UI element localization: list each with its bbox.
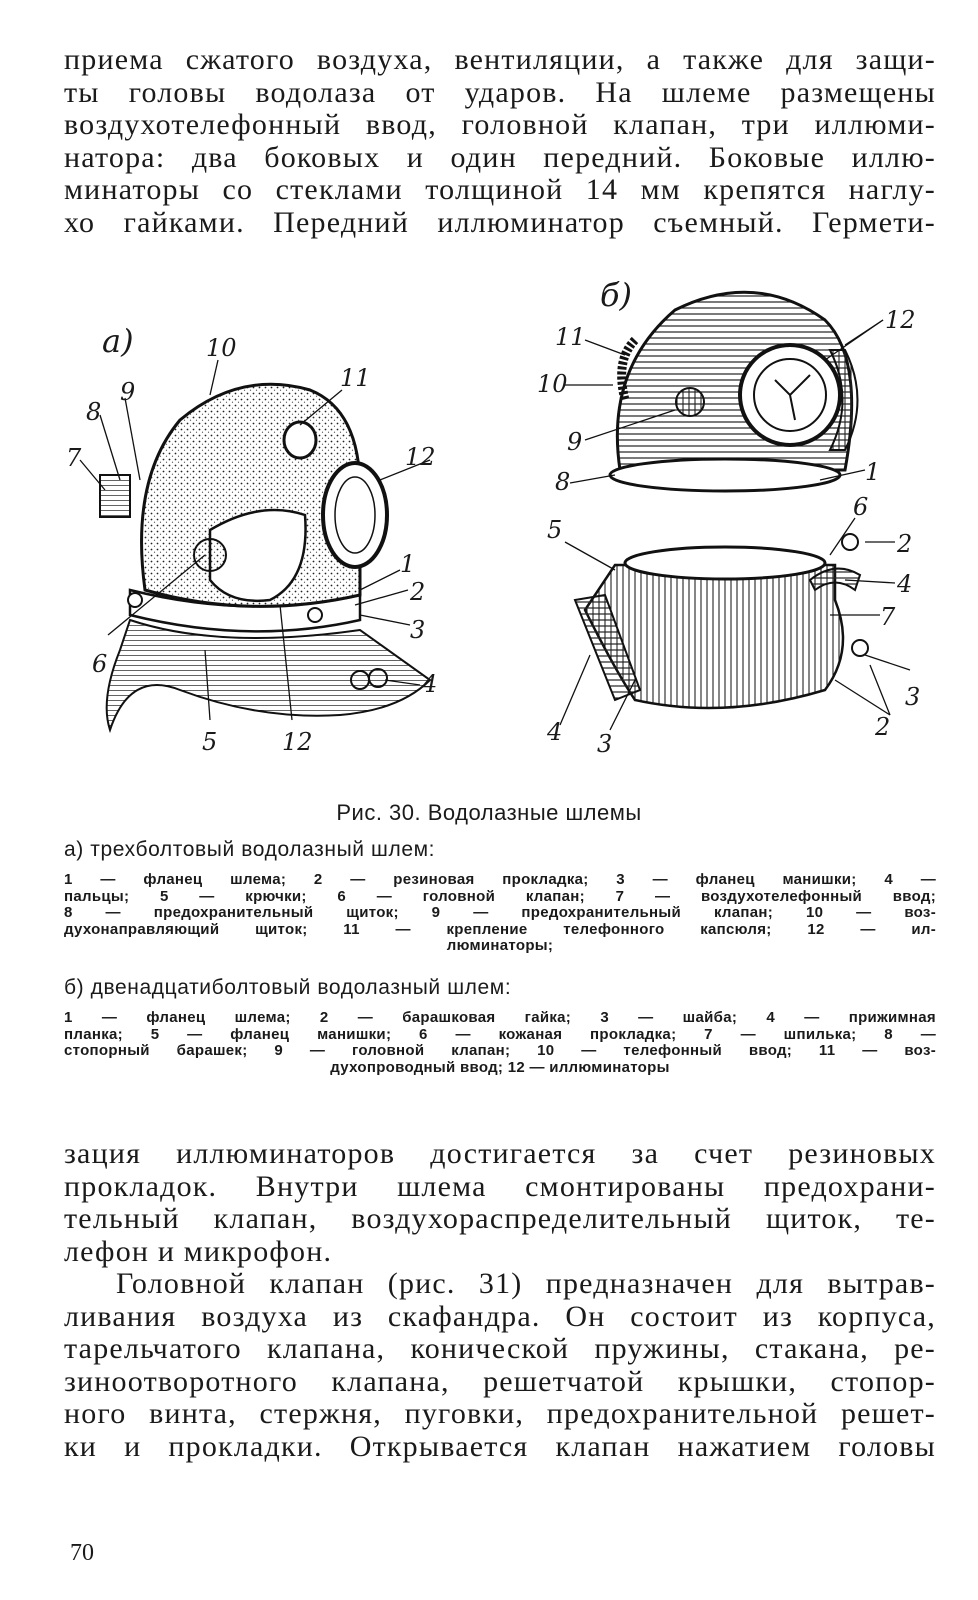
text-line: воздухотелефонный ввод, головной клапан, три иллюми-	[64, 108, 936, 142]
legend-line: планка; 5 — фланец манишки; 6 — кожаная прокладка; 7 — шпилька; 8 —	[64, 1025, 936, 1043]
air-telephone-inlet	[100, 475, 130, 517]
legend-body-b	[64, 1010, 936, 1076]
text-line: лефон и микрофон.	[64, 1234, 333, 1268]
callout-label: 10	[206, 334, 237, 362]
callout-label: 1	[865, 458, 881, 486]
wing-nut-icon	[842, 534, 858, 550]
legend-line: 8 — предохранительный щиток; 9 — предохранительный клапан; 10 — воз-	[64, 904, 936, 921]
text-line: приема сжатого воздуха, вентиляции, а также для защи-	[64, 43, 936, 76]
callout-label: 1	[400, 550, 416, 578]
legend-line: пальцы; 5 — крючки; 6 — головной клапан; 7 — воздухотелефонный ввод;	[64, 887, 936, 905]
continuation-paragraph	[64, 1138, 936, 1268]
text-line: тарельчатого клапана, конической пружины, стакана, ре-	[64, 1332, 936, 1366]
legend-line: 1 — фланец шлема; 2 — барашковая гайка; 3 — шайба; 4 — прижимная	[64, 1009, 936, 1026]
callout-label: 3	[597, 730, 613, 758]
legend-heading-a: а) трехболтовый водолазный шлем:	[64, 838, 436, 861]
callout-label: 4	[897, 570, 913, 598]
callout-label: 5	[202, 728, 218, 756]
callout-label: 6	[853, 493, 869, 521]
text-line: ты головы водолаза от ударов. На шлеме размещены	[64, 75, 936, 109]
callout-label: 2	[875, 713, 891, 741]
callout-label: 2	[410, 578, 426, 606]
bib-flange	[107, 620, 430, 730]
text-line: хо гайками. Передний иллюминатор съемный. Гермети-	[64, 205, 936, 239]
callout-label: 12	[282, 728, 313, 756]
legend-line: 1 — фланец шлема; 2 — резиновая прокладка; 3 — фланец манишки; 4 —	[64, 871, 936, 888]
side-viewport	[323, 463, 387, 567]
callout-label: 7	[66, 444, 82, 472]
callout-label: 5	[547, 516, 563, 544]
callout-label: 4	[422, 670, 438, 698]
callout-label: 11	[340, 364, 371, 392]
telephone-capsule-mount	[284, 422, 316, 458]
head-valve	[676, 388, 704, 416]
legend-body-a	[64, 872, 936, 955]
callout-label: 12	[405, 443, 436, 471]
callout-label: 10	[537, 370, 568, 398]
text-line: Головной клапан (рис. 31) предназначен для вытрав-	[116, 1267, 936, 1300]
callout-label: 11	[555, 323, 586, 351]
legend-line: стопорный барашек; 9 — головной клапан; 10 — телефонный ввод; 11 — воз-	[64, 1042, 936, 1059]
callout-label: 3	[410, 616, 426, 644]
text-line: тельный клапан, воздухораспределительный щиток, те-	[64, 1202, 936, 1236]
figure-caption-title: Рис. 30. Водолазные шлемы	[336, 800, 642, 825]
three-bolt-helmet-illustration	[60, 320, 460, 775]
page-number: 70	[70, 1540, 94, 1566]
washer-icon	[852, 640, 868, 656]
text-line: зиноотворотного клапана, решетчатой крышки, стопор-	[64, 1364, 936, 1398]
text-line: натора: два боковых и один передний. Боковые иллю-	[64, 140, 936, 174]
callout-label: 7	[880, 603, 896, 631]
breastplate-flange	[625, 547, 825, 579]
callout-label: 6	[92, 650, 108, 678]
callout-label: 3	[905, 683, 921, 711]
legend-line: люминаторы;	[446, 937, 554, 954]
head-valve-paragraph	[64, 1268, 936, 1464]
text-line: ки и прокладки. Открывается клапан нажатием головы	[64, 1429, 936, 1463]
upper-helmet-flange	[610, 459, 840, 491]
panel-letter: а)	[102, 322, 134, 360]
text-line: прокладок. Внутри шлема смонтированы предохрани-	[64, 1169, 936, 1203]
legend-line: духонаправляющий щиток; 11 — крепление телефонного капсюля; 12 — ил-	[64, 920, 936, 938]
callout-label: 12	[885, 306, 916, 334]
twelve-bolt-helmet-illustration	[525, 270, 945, 775]
callout-label: 9	[120, 378, 136, 406]
text-line: минаторы со стеклами толщиной 14 мм крепятся наглу-	[64, 173, 936, 207]
callout-label: 2	[897, 530, 913, 558]
text-line: ливания воздуха из скафандра. Он состоит из корпуса,	[64, 1299, 936, 1333]
legend-line: духопроводный ввод; 12 — иллюминаторы	[330, 1058, 670, 1076]
callout-label: 9	[567, 428, 583, 456]
callout-label: 8	[86, 398, 102, 426]
head-valve	[194, 539, 226, 571]
legend-heading-b: б) двенадцатиболтовый водолазный шлем:	[64, 976, 512, 999]
top-paragraph	[64, 44, 936, 240]
callout-label: 8	[555, 468, 571, 496]
panel-letter: б)	[600, 276, 633, 314]
text-line: зация иллюминаторов достигается за счет резиновых	[64, 1137, 936, 1170]
text-line: ного винта, стержня, пуговки, предохранительной решет-	[64, 1397, 936, 1431]
callout-label: 4	[547, 718, 563, 746]
